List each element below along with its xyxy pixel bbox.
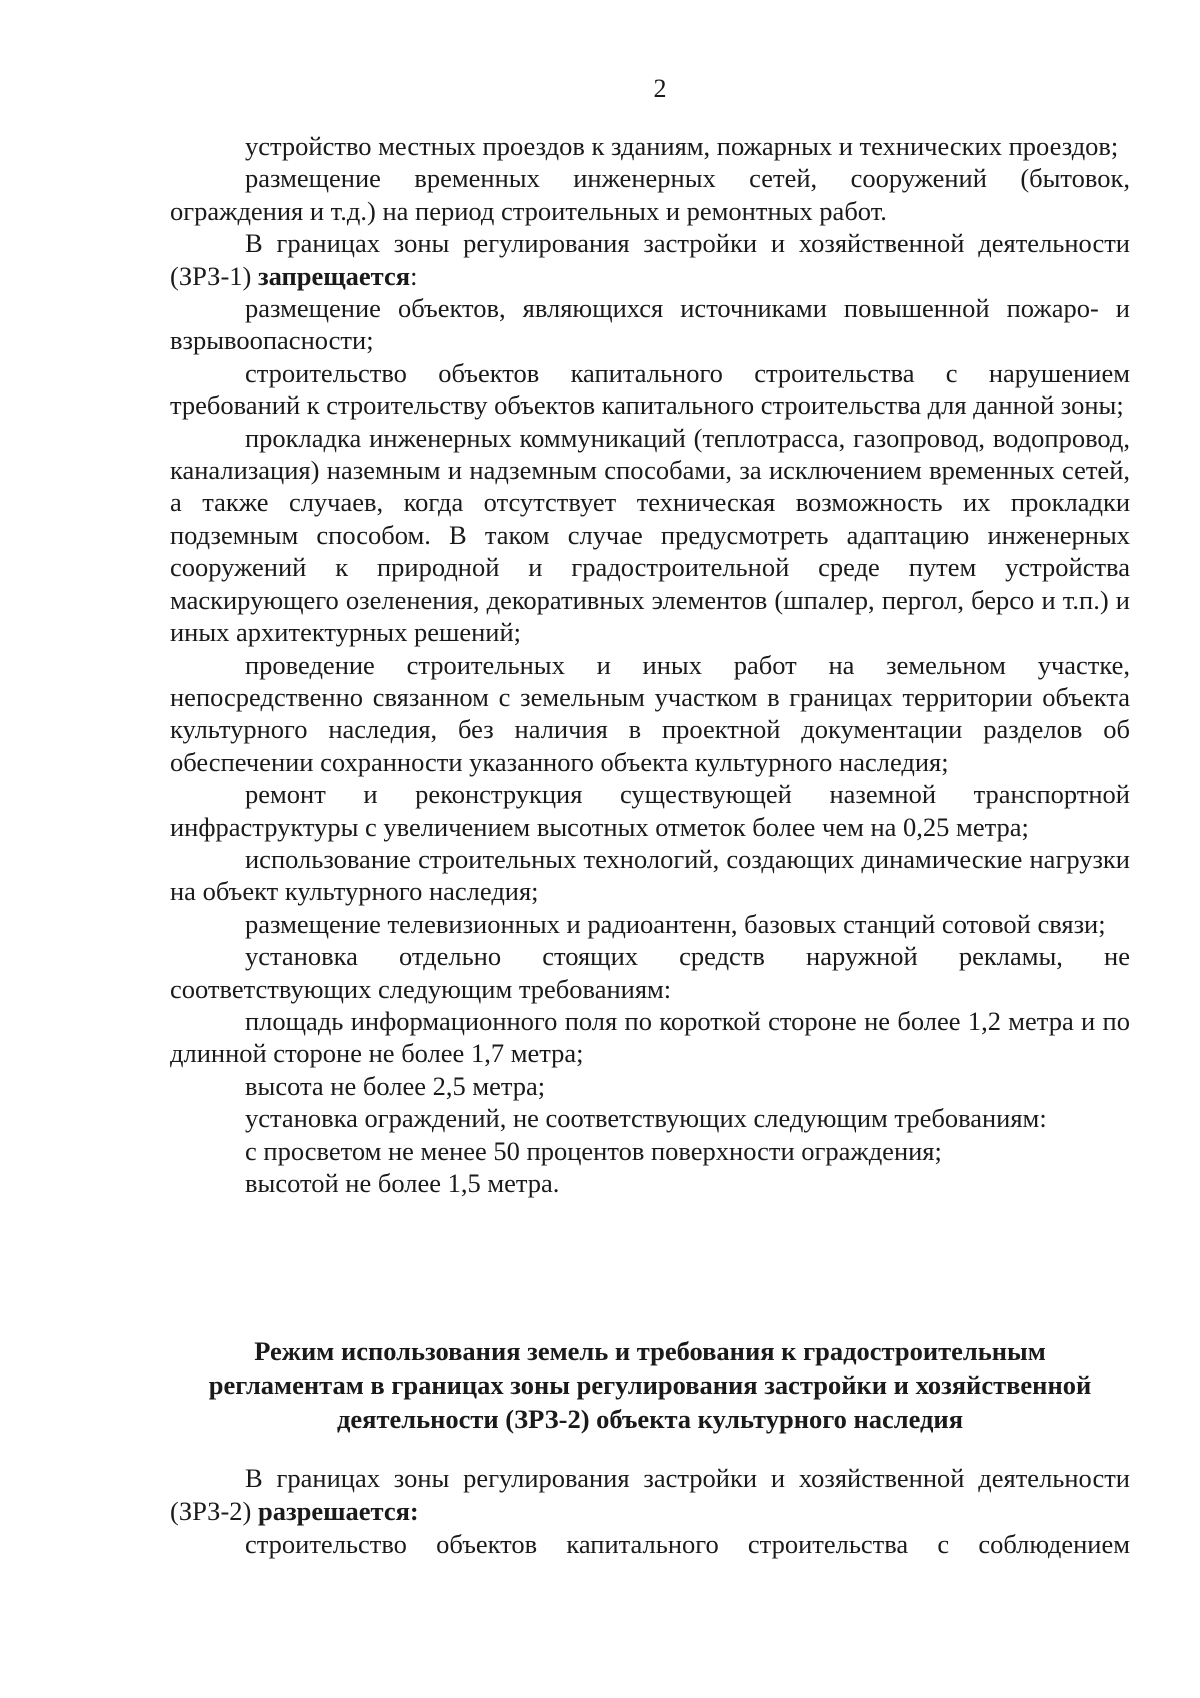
- zrz2-intro-text: В границах зоны регулирования застройки и хозяйственной деятельности (ЗРЗ-2): [170, 1463, 1130, 1526]
- prohibited-item: площадь информационного поля по короткой стороне не более 1,2 метра и по длинной стороне не более 1,7 метра;: [170, 1005, 1130, 1069]
- page-number: 2: [653, 74, 667, 103]
- prohibited-item: использование строительных технологий, создающих динамические нагрузки на объект культурного наследия;: [170, 843, 1130, 907]
- paragraph-local-passages: устройство местных проездов к зданиям, пожарных и технических проездов;: [245, 131, 1119, 161]
- prohibited-item: размещение телевизионных и радиоантенн, базовых станций сотовой связи;: [245, 908, 1106, 939]
- document-body: [170, 130, 1130, 1199]
- zrz1-intro-text: В границах зоны регулирования застройки и хозяйственной деятельности (ЗРЗ-1): [170, 228, 1130, 291]
- section-heading: [170, 1334, 1130, 1436]
- prohibited-item: установка отдельно стоящих средств наружной рекламы, не соответствующих следующим требованиям:: [170, 941, 1130, 1004]
- zrz1-intro: [170, 227, 1130, 292]
- paragraph-temporary-networks: размещение временных инженерных сетей, сооружений (бытовок, ограждения и т.д.) на период строительных и ремонтных работ.: [170, 163, 1130, 226]
- zrz2-section: [170, 1462, 1130, 1561]
- prohibited-item: строительство объектов капитального строительства с нарушением требований к строительству объектов капитального строительства для данной зоны;: [170, 357, 1130, 421]
- prohibited-item: установка ограждений, не соответствующих следующим требованиям:: [245, 1103, 1047, 1134]
- heading-line-1: Режим использования земель и требования к градостроительным: [254, 1336, 1046, 1366]
- zrz2-first-item: строительство объектов капитального строительства с соблюдением: [245, 1529, 1130, 1559]
- heading-line-3: деятельности (ЗРЗ-2) объекта культурного наследия: [336, 1404, 964, 1434]
- zrz1-intro-colon: :: [410, 260, 418, 291]
- zrz2-allowed-label: разрешается:: [257, 1496, 419, 1526]
- prohibited-item: прокладка инженерных коммуникаций (теплотрасса, газопровод, водопровод, канализация) наземным и надземным способами, за исключением временных сетей, а также случаев, когда отсутствует техническая возможность их прокладки подземным способом. В таком случае предусмотреть адаптацию инженерных сооружений к природной и градостроительной среде путем устройства маскирующего озеленения, декоративных элементов (шпалер, пергол, берсо и т.п.) и иных архитектурных решений;: [170, 422, 1130, 648]
- prohibited-item: ремонт и реконструкция существующей наземной транспортной инфраструктуры с увеличением высотных отметок более чем на 0,25 метра;: [170, 779, 1130, 842]
- prohibited-item: высотой не более 1,5 метра.: [245, 1168, 560, 1198]
- prohibited-item: с просветом не менее 50 процентов поверхности ограждения;: [245, 1135, 942, 1166]
- heading-line-2: регламентам в границах зоны регулирования застройки и хозяйственной: [208, 1370, 1092, 1400]
- prohibited-item: размещение объектов, являющихся источниками повышенной пожаро- и взрывоопасности;: [170, 293, 1130, 356]
- prohibited-item: проведение строительных и иных работ на земельном участке, непосредственно связанном с земельным участком в границах территории объекта культурного наследия, без наличия в проектной документации разделов об обеспечении сохранности указанного объекта культурного наследия;: [170, 649, 1130, 777]
- prohibited-item: высота не более 2,5 метра;: [245, 1070, 546, 1101]
- zrz1-prohibited-label: запрещается: [257, 260, 411, 291]
- zrz2-intro: [170, 1462, 1130, 1528]
